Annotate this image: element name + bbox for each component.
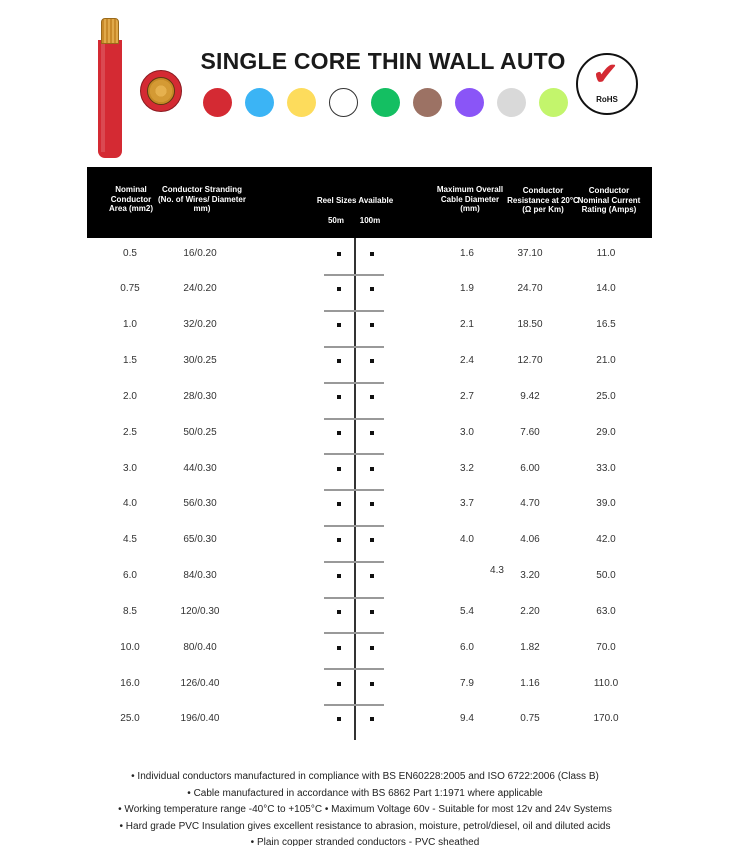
cell-current: 170.0 (593, 713, 619, 724)
color-swatches (203, 88, 568, 117)
note-line: • Working temperature range -40°C to +105°C • Maximum Voltage 60v - Suitable for most 12v and 24v Systems (118, 804, 612, 815)
reel-50m-available-icon (337, 252, 341, 256)
grid-line (324, 346, 384, 348)
cell-stranding: 50/0.25 (183, 427, 217, 438)
cell-diameter: 5.4 (460, 606, 474, 617)
header-current: Conductor Nominal Current Rating (Amps) (577, 186, 641, 214)
reel-100m-available-icon (370, 252, 374, 256)
table-row (0, 427, 730, 447)
cable-side-icon (98, 18, 122, 158)
check-icon: ✔ (593, 58, 619, 91)
cell-current: 14.0 (596, 283, 616, 294)
cell-stranding: 65/0.30 (183, 534, 217, 545)
spec-notes (40, 769, 690, 846)
grid-line (324, 632, 384, 634)
cell-stranding: 28/0.30 (183, 391, 217, 402)
cell-resistance: 2.20 (520, 606, 540, 617)
header-reel-50m: 50m (327, 216, 344, 225)
grid-line (324, 489, 384, 491)
cell-current: 25.0 (596, 391, 616, 402)
note-line: • Plain copper stranded conductors - PVC sheathed (250, 837, 480, 846)
header-resistance: Conductor Resistance at 20°C (Ω per Km) (507, 186, 579, 214)
note-line: • Cable manufactured in accordance with BS 6862 Part 1:1971 where applicable (187, 787, 543, 799)
cell-area: 8.5 (123, 606, 137, 617)
cell-diameter: 3.7 (460, 498, 474, 509)
reel-50m-available-icon (337, 323, 341, 327)
cell-diameter: 2.1 (460, 319, 474, 330)
cell-resistance: 7.60 (520, 427, 540, 438)
cell-resistance: 4.06 (520, 534, 540, 545)
reel-50m-available-icon (337, 287, 341, 291)
reel-100m-available-icon (370, 395, 374, 399)
cell-current: 50.0 (596, 570, 616, 581)
cell-area: 16.0 (120, 678, 140, 689)
cell-resistance: 3.20 (520, 570, 540, 581)
color-swatch-purple (455, 88, 484, 117)
reel-100m-available-icon (370, 287, 374, 291)
reel-100m-available-icon (370, 717, 374, 721)
cell-current: 63.0 (596, 606, 616, 617)
cell-stranding: 44/0.30 (183, 463, 217, 474)
table-row (0, 642, 730, 662)
color-swatch-yellow (287, 88, 316, 117)
cell-resistance: 18.50 (517, 319, 543, 330)
cell-stranding: 30/0.25 (183, 355, 217, 366)
color-swatch-lime (539, 88, 568, 117)
color-swatch-grey (497, 88, 526, 117)
table-row (0, 283, 730, 303)
cell-diameter: 7.9 (460, 678, 474, 689)
cell-area: 3.0 (123, 463, 137, 474)
reel-100m-available-icon (370, 646, 374, 650)
reel-100m-available-icon (370, 323, 374, 327)
cell-stranding: 32/0.20 (183, 319, 217, 330)
table-row (0, 391, 730, 411)
cable-cross-section-icon (140, 70, 182, 112)
cell-diameter: 9.4 (460, 713, 474, 724)
cell-diameter: 4.0 (460, 534, 474, 545)
color-swatch-brown (413, 88, 442, 117)
cell-diameter: 2.4 (460, 355, 474, 366)
rohs-label: RoHS (596, 95, 618, 104)
color-swatch-red (203, 88, 232, 117)
reel-50m-available-icon (337, 467, 341, 471)
header-area: Nominal Conductor Area (mm2) (108, 185, 153, 213)
cell-resistance: 1.16 (520, 678, 540, 689)
table-row (0, 713, 730, 733)
table-row (0, 498, 730, 518)
cell-current: 42.0 (596, 534, 616, 545)
cell-diameter: 4.3 (490, 565, 504, 576)
cell-area: 2.0 (123, 391, 137, 402)
reel-100m-available-icon (370, 431, 374, 435)
cell-stranding: 80/0.40 (183, 642, 217, 653)
cell-area: 6.0 (123, 570, 137, 581)
header-stranding: Conductor Stranding (No. of Wires/ Diameter mm) (158, 185, 246, 213)
cell-area: 10.0 (120, 642, 140, 653)
reel-50m-available-icon (337, 538, 341, 542)
reel-50m-available-icon (337, 646, 341, 650)
cell-current: 70.0 (596, 642, 616, 653)
table-row (0, 355, 730, 375)
reel-100m-available-icon (370, 682, 374, 686)
note-line: • Hard grade PVC Insulation gives excellent resistance to abrasion, moisture, petrol/diesel, oil and diluted acids (119, 820, 611, 832)
reel-50m-available-icon (337, 574, 341, 578)
grid-line (324, 418, 384, 420)
color-swatch-blue (245, 88, 274, 117)
reel-100m-available-icon (370, 538, 374, 542)
color-swatch-green (371, 88, 400, 117)
cell-resistance: 24.70 (517, 283, 543, 294)
cell-area: 0.75 (120, 283, 140, 294)
reel-100m-available-icon (370, 502, 374, 506)
reel-50m-available-icon (337, 610, 341, 614)
table-row (0, 565, 730, 590)
header-diameter: Maximum Overall Cable Diameter (mm) (436, 185, 504, 213)
grid-line (324, 274, 384, 276)
grid-line (324, 382, 384, 384)
reel-50m-available-icon (337, 359, 341, 363)
cell-resistance: 6.00 (520, 463, 540, 474)
cell-current: 33.0 (596, 463, 616, 474)
cell-diameter: 1.9 (460, 283, 474, 294)
cell-area: 4.0 (123, 498, 137, 509)
page-title: SINGLE CORE THIN WALL AUTO (200, 48, 566, 74)
reel-grid (324, 238, 384, 740)
color-swatch-white (329, 88, 358, 117)
cell-current: 39.0 (596, 498, 616, 509)
cell-stranding: 120/0.30 (180, 606, 220, 617)
grid-line (324, 668, 384, 670)
reel-100m-available-icon (370, 574, 374, 578)
cell-resistance: 9.42 (520, 391, 540, 402)
table-row (0, 606, 730, 626)
cell-area: 1.5 (123, 355, 137, 366)
note-line: • Individual conductors manufactured in compliance with BS EN60228:2005 and ISO 6722:2006 (Class B) (131, 771, 599, 782)
grid-line (324, 597, 384, 599)
grid-line (324, 453, 384, 455)
cell-stranding: 126/0.40 (180, 678, 220, 689)
cell-area: 25.0 (120, 713, 140, 724)
cell-current: 110.0 (593, 678, 619, 689)
table-header (87, 167, 652, 238)
cell-diameter: 2.7 (460, 391, 474, 402)
cell-diameter: 3.2 (460, 463, 474, 474)
cell-resistance: 0.75 (520, 713, 540, 724)
grid-line (324, 525, 384, 527)
cell-resistance: 1.82 (520, 642, 540, 653)
cell-area: 2.5 (123, 427, 137, 438)
grid-line (324, 704, 384, 706)
table-row (0, 248, 730, 268)
cell-resistance: 12.70 (517, 355, 543, 366)
cell-stranding: 84/0.30 (183, 570, 217, 581)
reel-100m-available-icon (370, 610, 374, 614)
reel-100m-available-icon (370, 359, 374, 363)
table-row (0, 678, 730, 698)
cell-diameter: 3.0 (460, 427, 474, 438)
reel-50m-available-icon (337, 502, 341, 506)
cell-current: 11.0 (596, 248, 616, 259)
cell-current: 21.0 (596, 355, 616, 366)
cell-stranding: 56/0.30 (183, 498, 217, 509)
reel-100m-available-icon (370, 467, 374, 471)
header-reel-sizes: Reel Sizes Available (316, 196, 394, 205)
cell-diameter: 1.6 (460, 248, 474, 259)
cell-stranding: 24/0.20 (183, 283, 217, 294)
reel-50m-available-icon (337, 682, 341, 686)
table-row (0, 463, 730, 483)
cell-stranding: 196/0.40 (180, 713, 220, 724)
cell-current: 29.0 (596, 427, 616, 438)
cell-resistance: 4.70 (520, 498, 540, 509)
reel-50m-available-icon (337, 717, 341, 721)
reel-50m-available-icon (337, 431, 341, 435)
grid-line (324, 310, 384, 312)
table-row (0, 534, 730, 554)
header-reel-100m: 100m (359, 216, 381, 225)
cell-area: 0.5 (123, 248, 137, 259)
cell-resistance: 37.10 (517, 248, 543, 259)
rohs-badge (576, 53, 638, 115)
grid-line (324, 561, 384, 563)
cell-stranding: 16/0.20 (183, 248, 217, 259)
cell-diameter: 6.0 (460, 642, 474, 653)
cell-area: 4.5 (123, 534, 137, 545)
table-row (0, 319, 730, 339)
cell-area: 1.0 (123, 319, 137, 330)
reel-50m-available-icon (337, 395, 341, 399)
cell-current: 16.5 (596, 319, 616, 330)
